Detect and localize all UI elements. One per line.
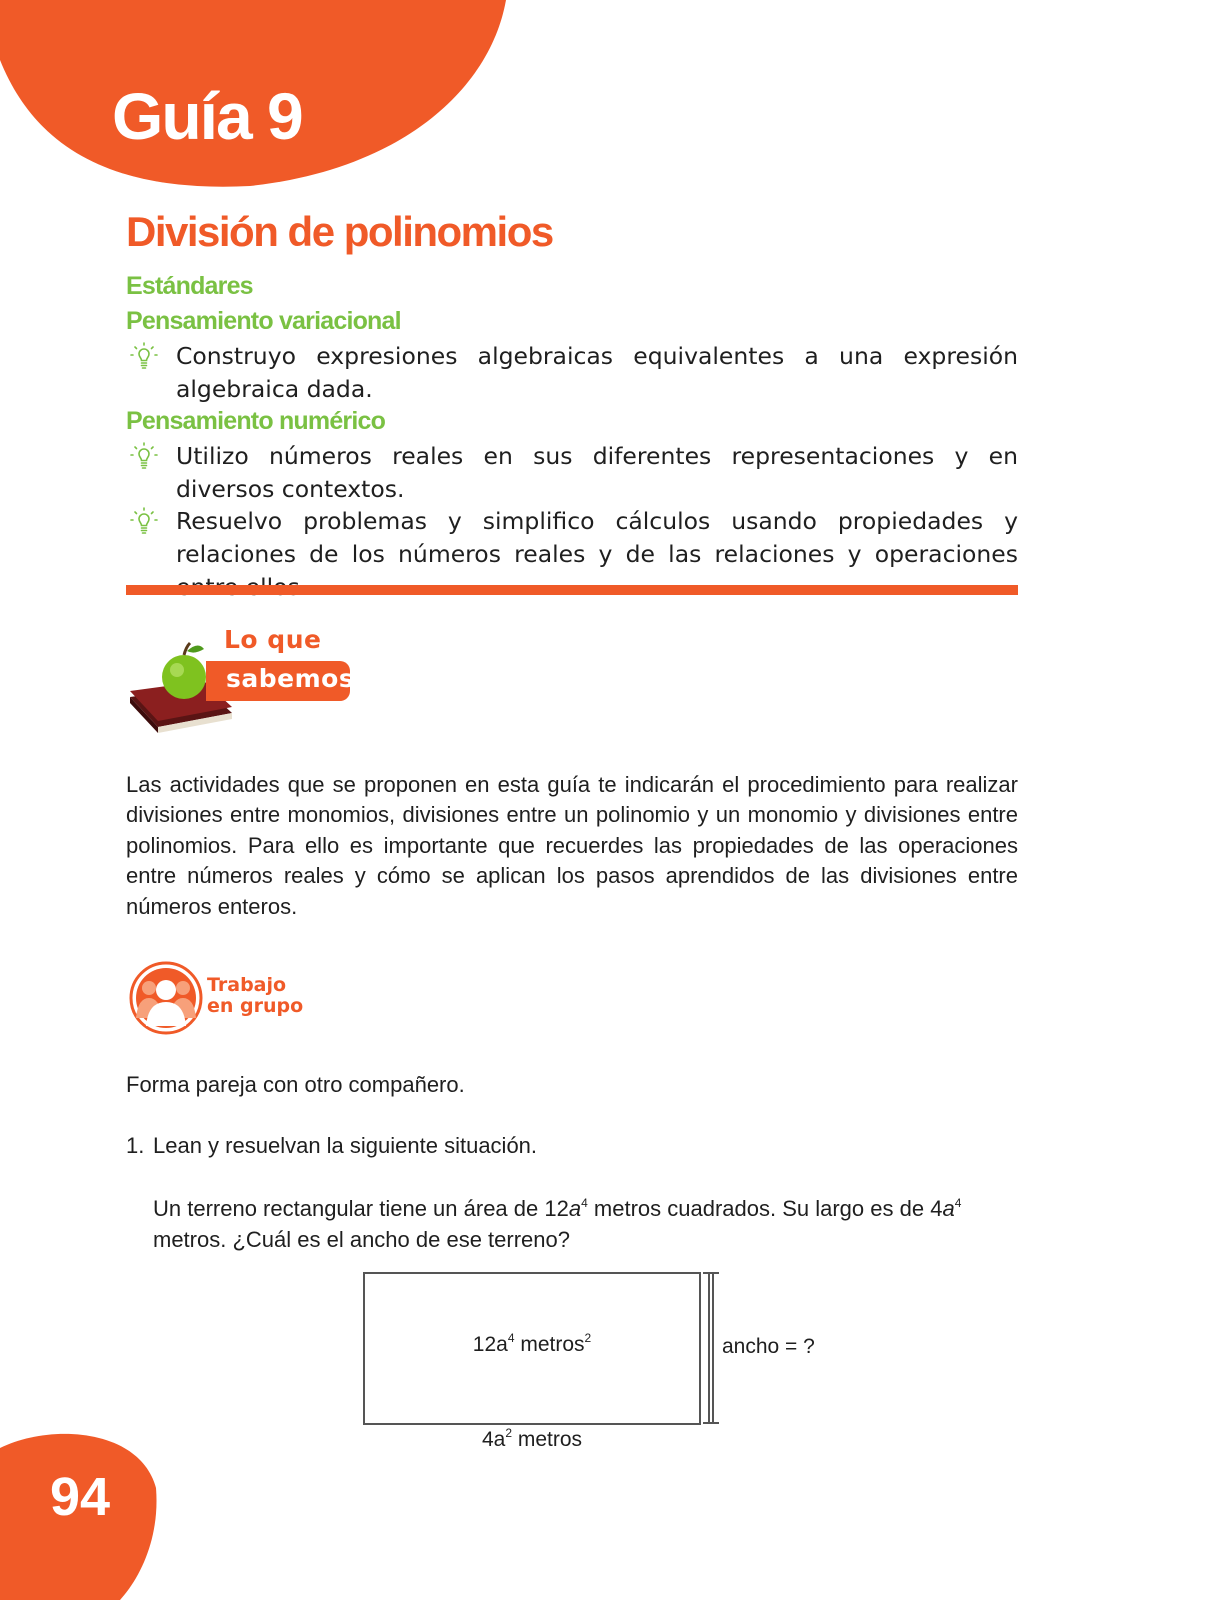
activity-number: 1. — [126, 1133, 145, 1158]
standard-text: Utilizo números reales en sus diferentes representaciones y en diversos contextos. — [176, 442, 1018, 503]
area-label: $12a^4$ metros$^2$ — [472, 1331, 592, 1356]
trabajo-en-grupo-line2: en grupo — [207, 995, 304, 1017]
page-title: División de polinomios — [126, 208, 553, 255]
standard-item — [126, 340, 1018, 406]
group-people-icon — [128, 960, 204, 1036]
standards-group-variacional: Pensamiento variacional — [126, 307, 401, 335]
lightbulb-icon — [128, 507, 160, 537]
lightbulb-icon — [128, 342, 160, 372]
pair-instruction: Forma pareja con otro compañero. — [126, 1072, 465, 1097]
standards-group-numerico: Pensamiento numérico — [126, 407, 386, 435]
intro-paragraph: Las actividades que se proponen en esta guía te indicarán el procedimiento para realizar divisiones entre monomios, divisiones entre un polinomio y un monomio y divisiones entre polinomios. Para ello es importante que recuerdes las propiedades de las operaciones entre números reales y cómo se aplican los pasos aprendidos de las divisiones entre números enteros. — [126, 772, 1018, 919]
standard-text: Construyo expresiones algebraicas equivalentes a una expresión algebraica dada. — [176, 342, 1018, 403]
trabajo-en-grupo-line1: Trabajo — [207, 974, 287, 996]
length-label: $4a^2$ metros — [481, 1426, 583, 1451]
problem-statement: Un terreno rectangular tiene un área de $12a^4$ metros cuadrados. Su largo es de $4a^4$ metros. ¿Cuál es el ancho de ese terreno? — [153, 1196, 962, 1252]
guide-number-title: Guía 9 — [112, 79, 302, 153]
standards-heading: Estándares — [126, 272, 253, 300]
lo-que-sabemos-label-line1: Lo que — [224, 625, 322, 654]
lo-que-sabemos-label-line2: sabemos — [226, 664, 355, 693]
section-divider — [126, 585, 1018, 595]
width-dimension-bracket — [700, 1272, 722, 1426]
activity-text: Lean y resuelvan la siguiente situación. — [153, 1133, 538, 1158]
standard-item — [126, 440, 1018, 506]
standard-text: Resuelvo problemas y simplifico cálculos usando propiedades y relaciones de los números reales y de las relaciones y operaciones — [176, 507, 1018, 568]
trabajo-en-grupo-label — [207, 975, 303, 1017]
lightbulb-icon — [128, 442, 160, 472]
width-label: ancho = ? — [722, 1335, 815, 1358]
page-number: 94 — [50, 1467, 111, 1527]
